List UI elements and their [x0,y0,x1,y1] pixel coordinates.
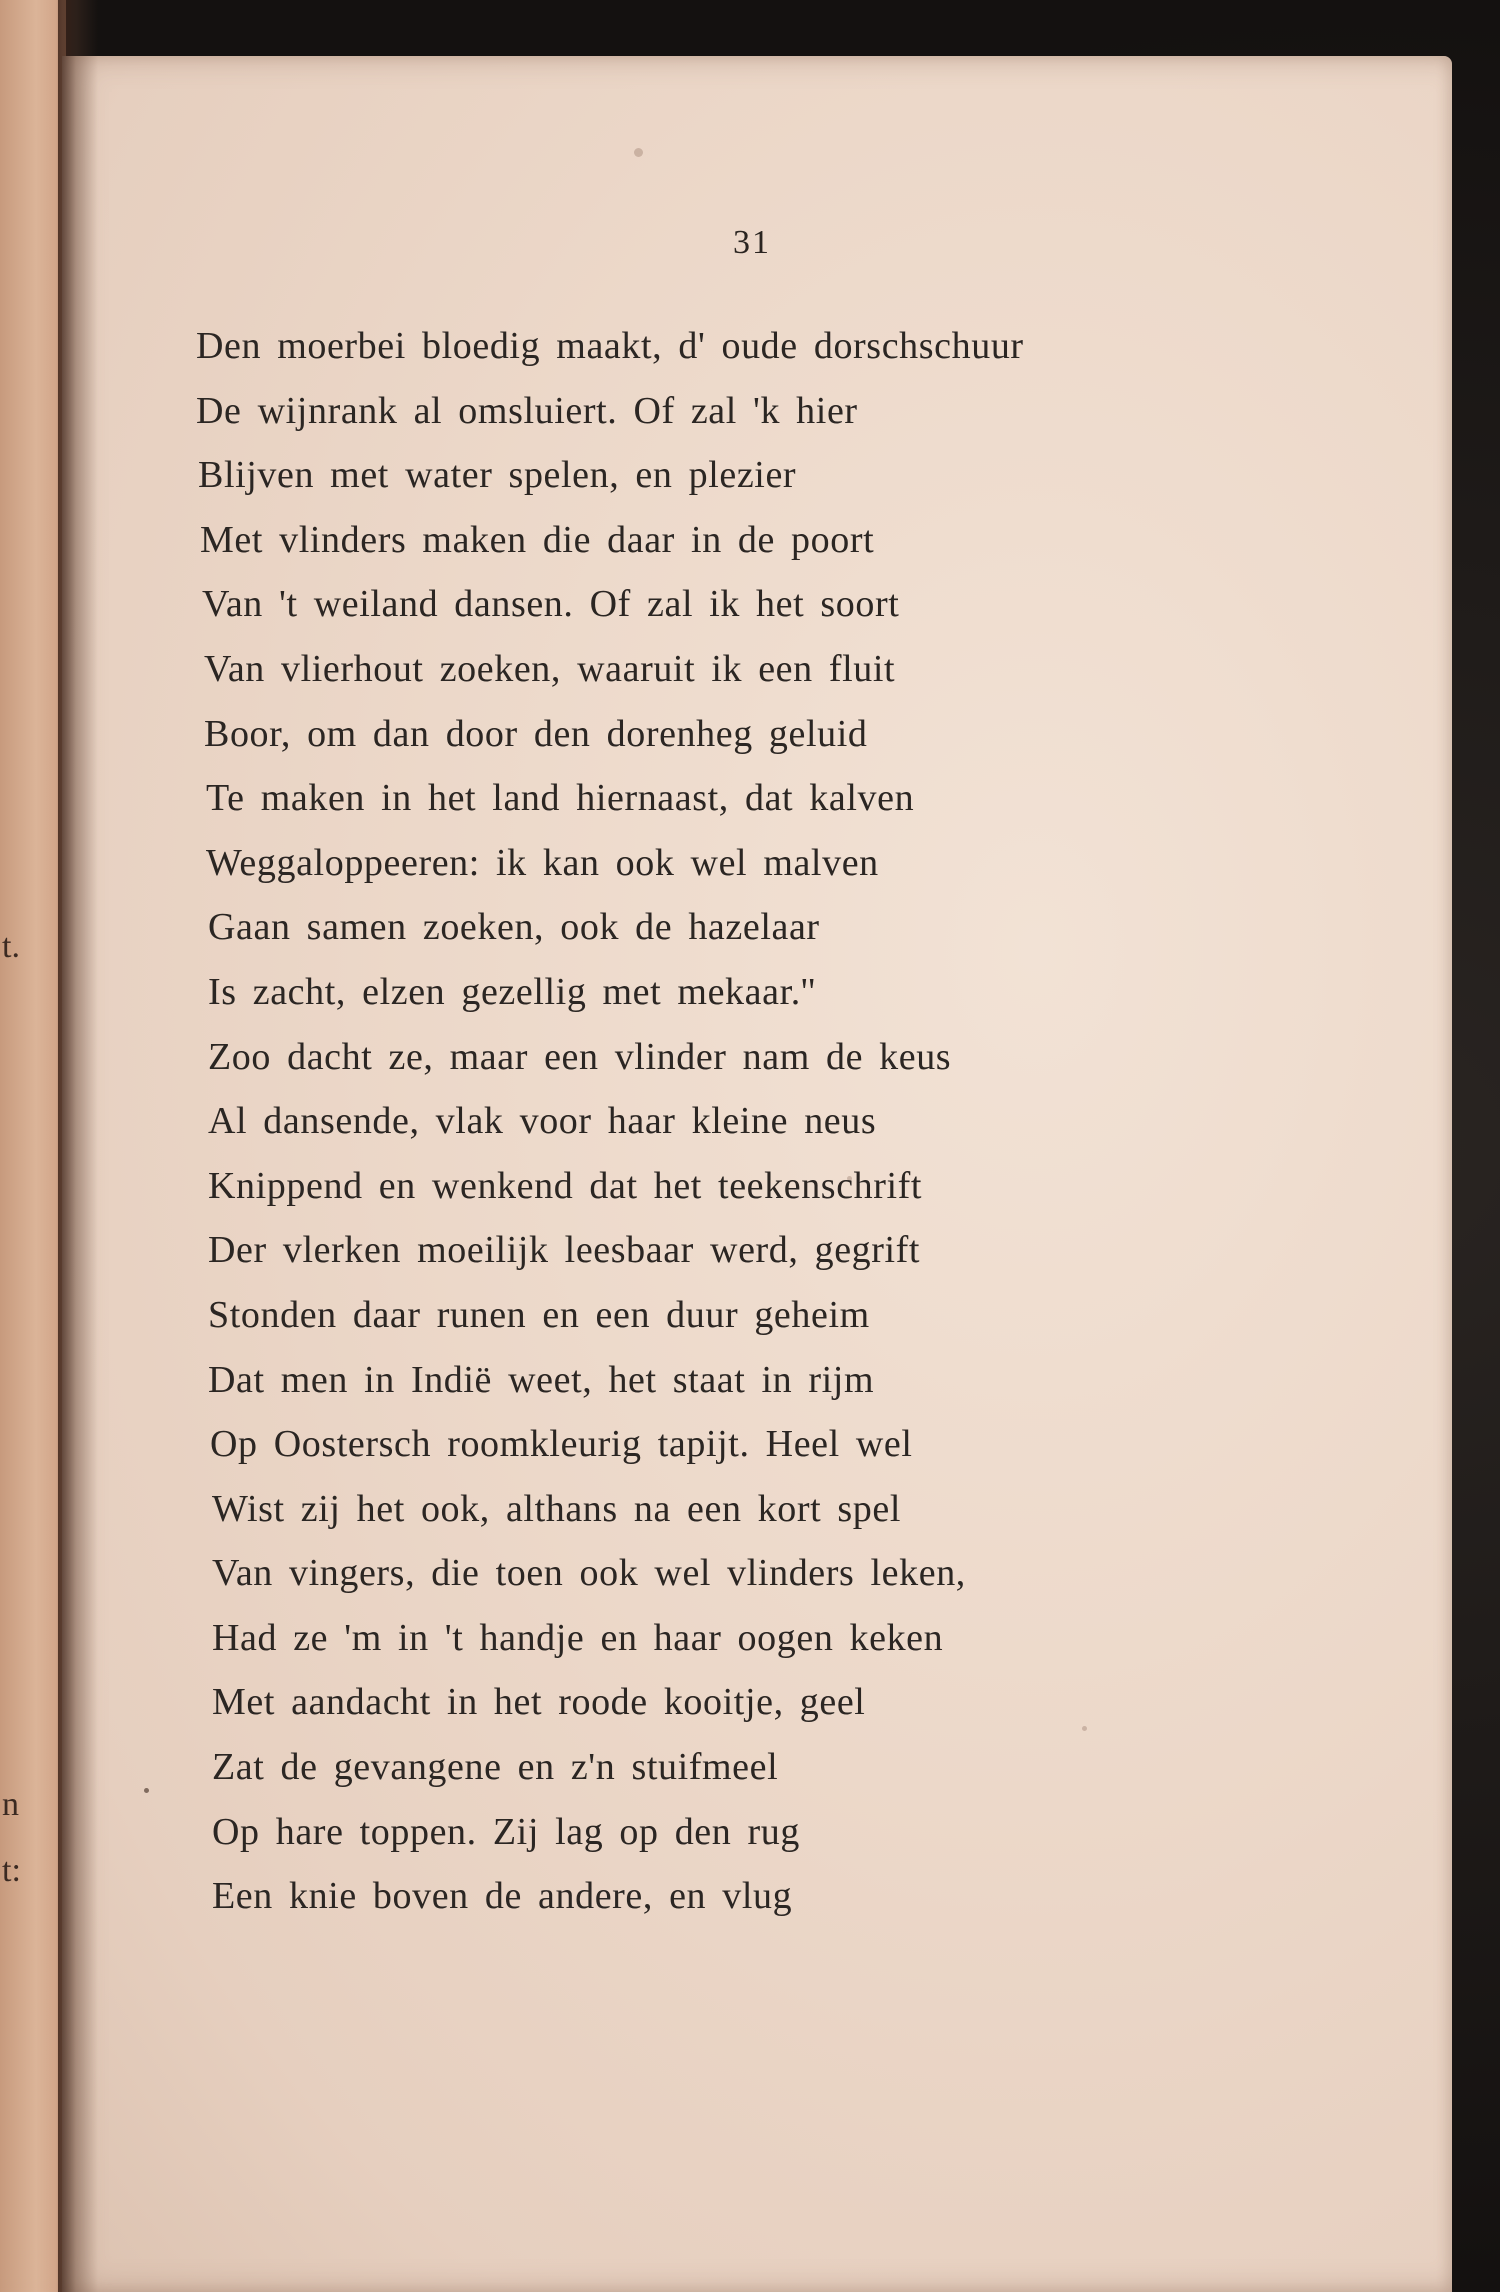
poem-line: Den moerbei bloedig maakt, d' oude dorschschuur [196,325,1024,367]
poem-line: Op Oostersch roomkleurig tapijt. Heel wel [210,1423,913,1466]
paper-speck [144,1788,149,1793]
left-page-fragment: t. [2,928,20,965]
poem-line: Zoo dacht ze, maar een vlinder nam de keus [208,1035,952,1078]
left-facing-page [0,0,66,2292]
paper-speck [634,148,643,157]
poem-line: Gaan samen zoeken, ook de hazelaar [208,906,820,949]
book-page [62,56,1452,2292]
poem-line: Een knie boven de andere, en vlug [212,1875,793,1918]
poem-line: Blijven met water spelen, en plezier [198,454,797,497]
poem-line: Is zacht, elzen gezellig met mekaar.'' [208,970,816,1013]
poem-line: Stonden daar runen en een duur geheim [208,1293,870,1336]
poem-line: Al dansende, vlak voor haar kleine neus [208,1100,877,1143]
poem-line: Had ze 'm in 't handje en haar oogen keken [212,1616,944,1659]
poem-line: Zat de gevangene en z'n stuifmeel [212,1746,779,1789]
poem-line: Weggaloppeeren: ik kan ook wel malven [206,841,879,884]
page-number: 31 [733,224,771,261]
poem-line: Op hare toppen. Zij lag op den rug [212,1810,800,1853]
poem-line: Van vlierhout zoeken, waaruit ik een fluit [204,647,896,690]
poem-line: Van 't weiland dansen. Of zal ik het soort [202,583,900,626]
poem-line: Der vlerken moeilijk leesbaar werd, gegrift [208,1229,921,1272]
poem-line: Dat men in Indië weet, het staat in rijm [208,1358,875,1401]
poem-line: Boor, om dan door den dorenheg geluid [204,712,868,755]
book-gutter-shadow [58,0,98,2292]
poem-text [196,314,1436,1929]
poem-line: Van vingers, die toen ook wel vlinders leken, [212,1552,966,1595]
poem-line: Knippend en wenkend dat het teekenschrift [208,1164,923,1207]
poem-line: Te maken in het land hiernaast, dat kalven [206,777,915,820]
left-page-fragment: t: [2,1852,21,1889]
poem-line: De wijnrank al omsluiert. Of zal 'k hier [196,389,858,432]
poem-line: Met aandacht in het roode kooitje, geel [212,1681,866,1724]
poem-line: Met vlinders maken die daar in de poort [200,518,875,561]
left-page-fragment: n [2,1786,19,1823]
poem-line: Wist zij het ook, althans na een kort spel [212,1487,902,1530]
